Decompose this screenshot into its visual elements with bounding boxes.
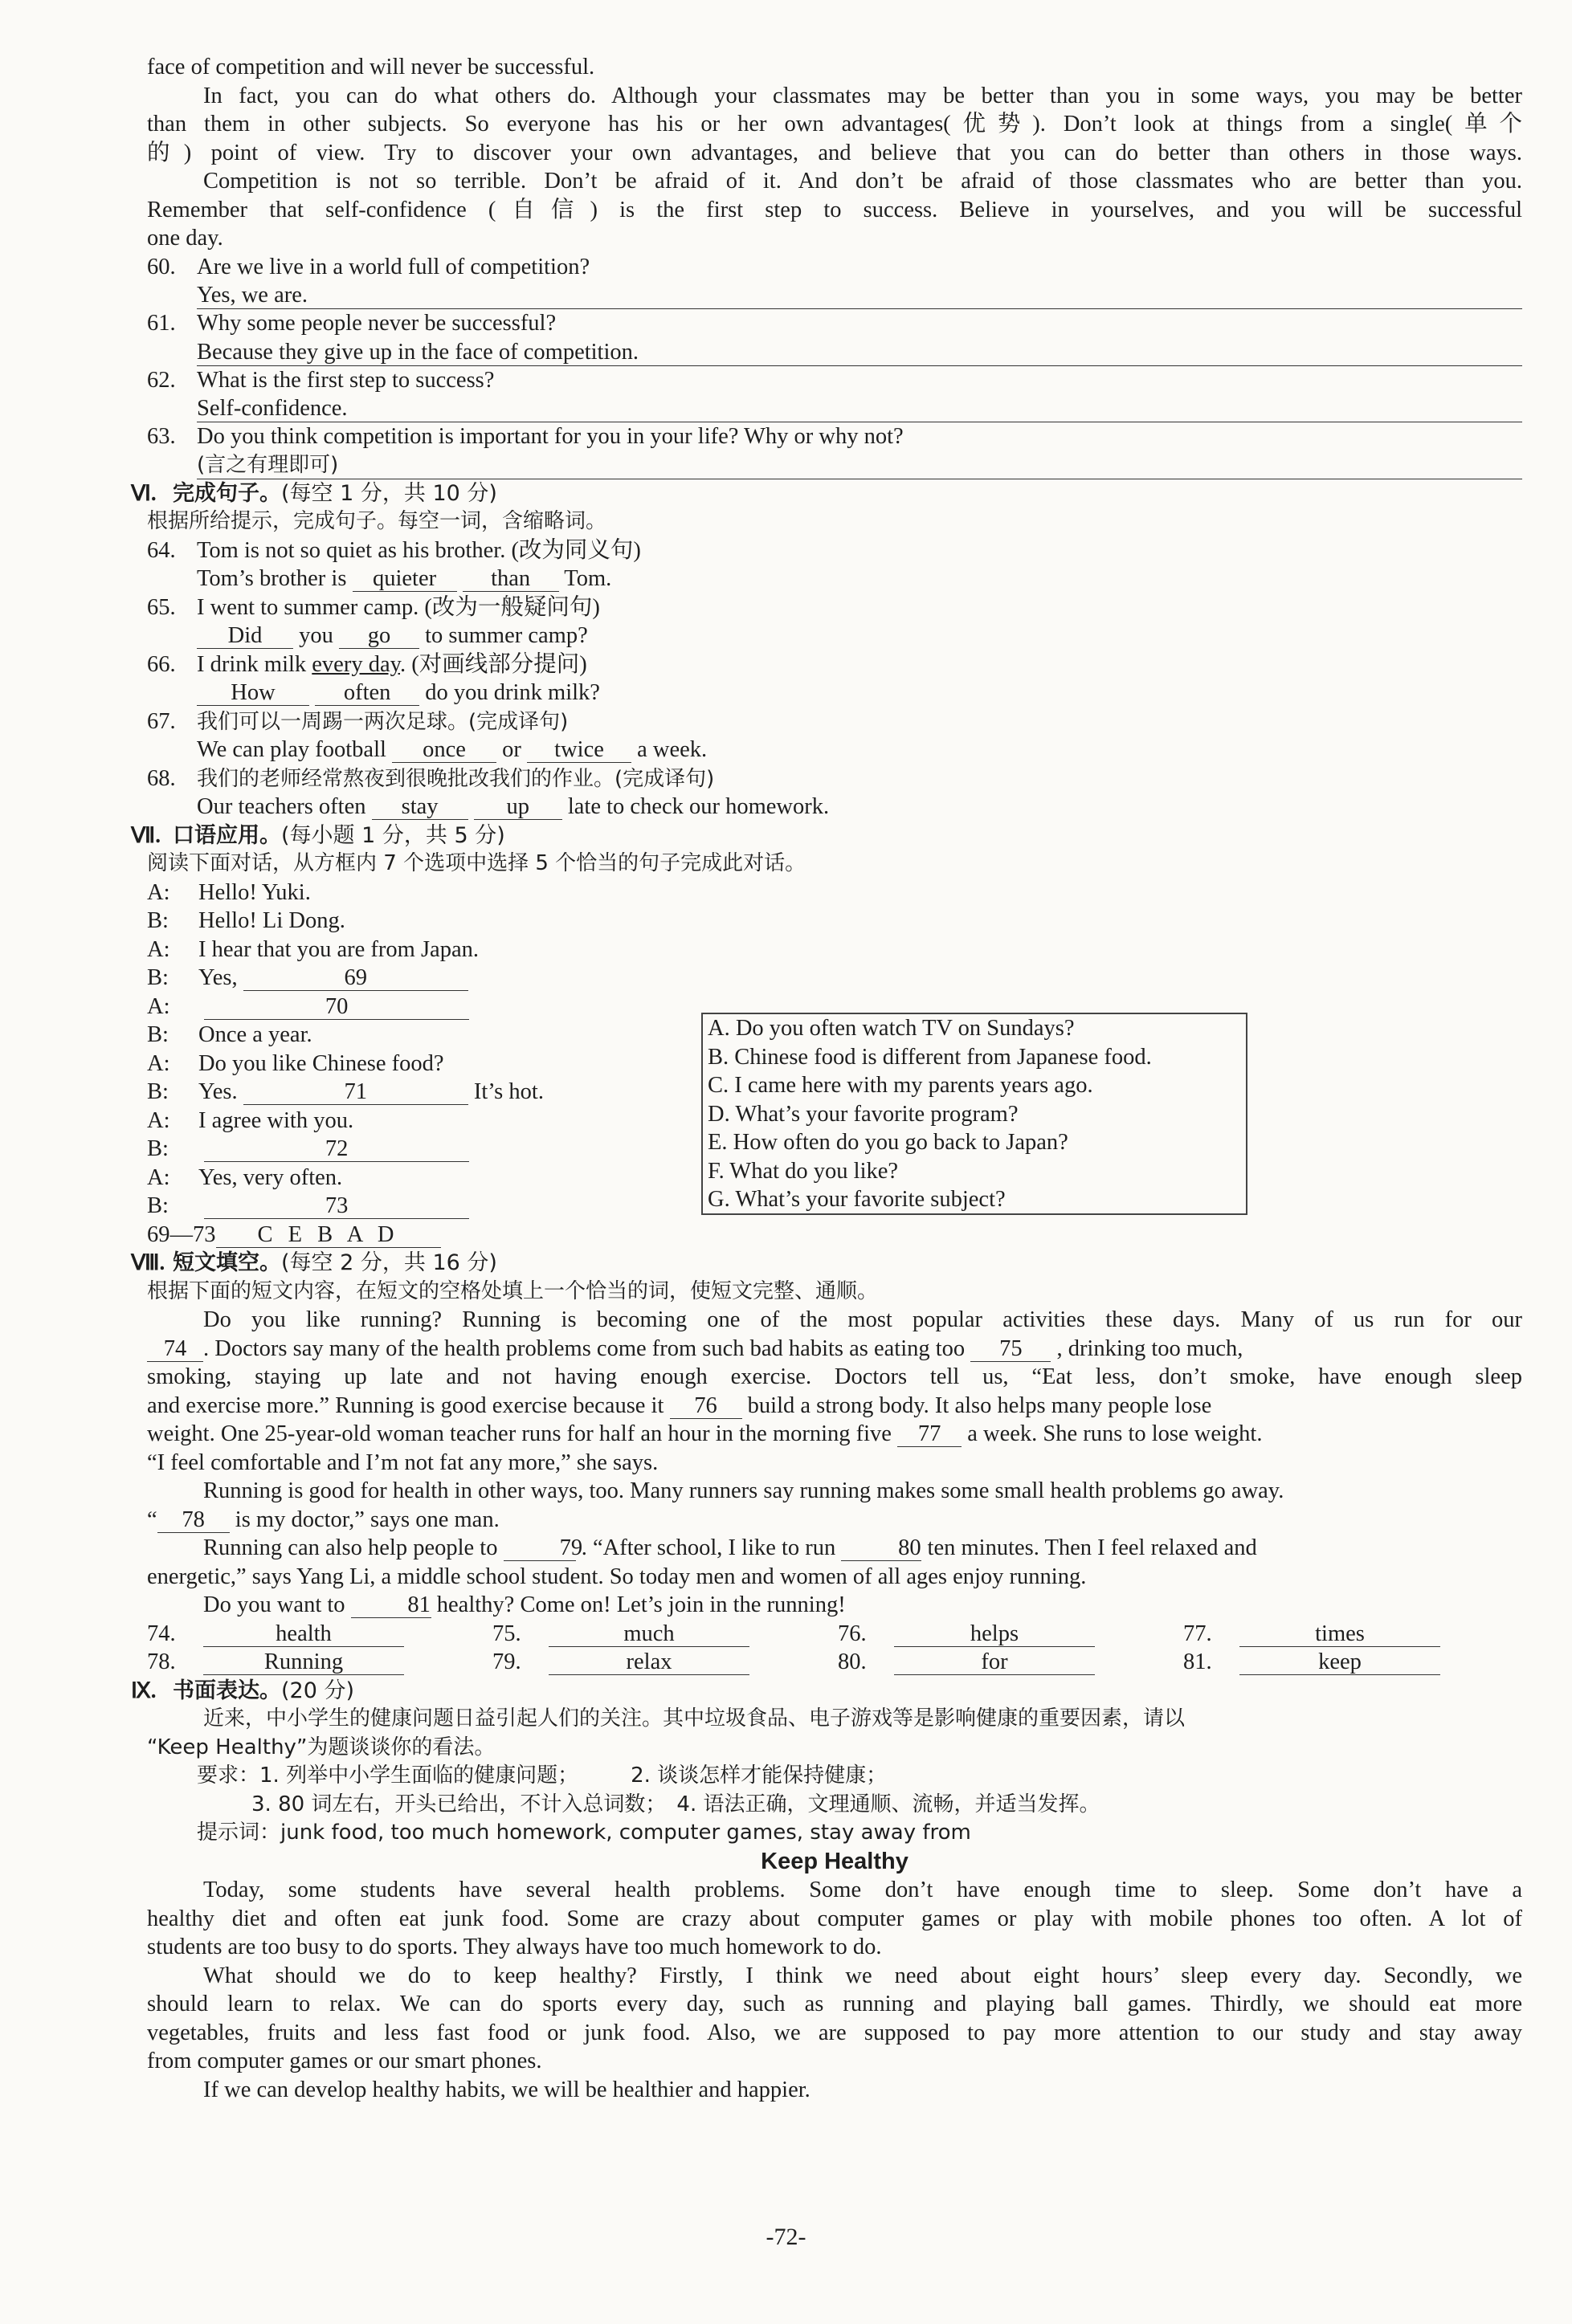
essay-line: from computer games or our smart phones. [147, 2049, 542, 2073]
cloze-line: Running is good for health in other ways, too. Many runners say running makes some small health problems go away. [203, 1478, 1284, 1503]
text: to summer camp? [425, 623, 588, 648]
dialogue-line [147, 879, 1522, 907]
cloze-answer [838, 1620, 1095, 1649]
passage-line: 的) point of view. Try to discover your own advantages, and believe that you can do better than others in those ways. [147, 140, 1522, 165]
section-cloze [131, 1249, 1522, 1677]
speaker-label: A: [147, 993, 170, 1019]
cloze-answer [492, 1620, 749, 1649]
section-instruction: 阅读下面对话，从方框内 7 个选项中选择 5 个恰当的句子完成此对话。 [147, 851, 806, 875]
item-67-answer [147, 736, 1522, 764]
dialogue-text: Yes, [198, 965, 238, 990]
essay-line: If we can develop healthy habits, we will be healthier and happier. [203, 2077, 810, 2102]
cloze-line [147, 1392, 1522, 1421]
item-68 [147, 764, 1522, 793]
answer-blank: health [203, 1622, 404, 1647]
section-heading [131, 1677, 1522, 1706]
reading-passage [147, 53, 1522, 253]
dialogue-text: It’s hot. [473, 1079, 544, 1104]
cloze-line [147, 1534, 1522, 1563]
answer-blank: Running [203, 1650, 404, 1675]
speaker-label: B: [147, 1022, 169, 1047]
item-68-answer [147, 793, 1522, 822]
dialogue-blank: 70 [204, 995, 469, 1020]
speaker-label: B: [147, 965, 169, 990]
text: Our teachers often [197, 794, 366, 819]
dialogue-line [147, 964, 1522, 993]
passage-line: In fact, you can do what others do. Although your classmates may be better than you in some ways, you may be better [203, 83, 1522, 108]
dialogue-blank: 72 [204, 1137, 469, 1162]
text: Running can also help people to [203, 1535, 498, 1560]
essay-line: What should we do to keep healthy? Firstly, I think we need about eight hours’ sleep every day. Secondly, we [203, 1963, 1522, 1988]
option-c: C. I came here with my parents years ago. [708, 1073, 1093, 1098]
cloze-line: Do you like running? Running is becoming one of the most popular activities these days. Many of us run for our [203, 1307, 1522, 1332]
text: ten minutes. Then I feel relaxed and [927, 1535, 1257, 1560]
question-text: Do you think competition is important for you in your life? Why or why not? [197, 424, 904, 449]
dialogue-text: I hear that you are from Japan. [198, 936, 479, 962]
answer-blank: much [549, 1622, 749, 1647]
item-prompt: 我们可以一周踢一两次足球。(完成译句) [197, 709, 569, 734]
cloze-answer [147, 1648, 404, 1677]
text: We can play football [197, 737, 386, 762]
answer-blank: up [474, 795, 562, 820]
section-heading [131, 822, 1522, 850]
cloze-blank: 79 [504, 1536, 576, 1561]
cloze-blank: 80 [841, 1536, 921, 1561]
item-66-answer [147, 679, 1522, 707]
answer-blank: Did [197, 624, 293, 649]
answer-blank: relax [549, 1650, 749, 1675]
essay-title: Keep Healthy [761, 1848, 908, 1874]
option-a: A. Do you often watch TV on Sundays? [708, 1016, 1075, 1041]
section-instruction: 根据所给提示，完成句子。每空一词，含缩略词。 [147, 509, 607, 533]
cloze-line [147, 1506, 1522, 1535]
answer-blank: C E B A D [216, 1223, 441, 1248]
question-number: 60. [147, 254, 176, 279]
dialogue-text: Once a year. [198, 1022, 312, 1047]
question-number: 63. [147, 424, 176, 449]
cloze-answer-row [147, 1620, 1522, 1649]
question-60 [147, 253, 1522, 282]
writing-prompt: “Keep Healthy”为题谈谈你的看法。 [147, 1735, 496, 1759]
cloze-blank: 76 [670, 1394, 742, 1419]
item-number: 64. [147, 537, 176, 563]
section-score-note: (每小题 1 分，共 5 分) [281, 822, 505, 848]
text: healthy? Come on! Let’s join in the running! [436, 1592, 846, 1617]
page-number: -72- [766, 2224, 806, 2250]
text: . Doctors say many of the health problems come from such bad habits as eating too [203, 1335, 966, 1361]
section-numeral: Ⅵ. [131, 480, 157, 505]
answer-number: 77. [1183, 1621, 1212, 1646]
passage-line: face of competition and will never be successful. [147, 55, 595, 80]
writing-requirement: 要求：1. 列举中小学生面临的健康问题； 2. 谈谈怎样才能保持健康； [197, 1763, 888, 1788]
essay-line: healthy diet and often eat junk food. Some are crazy about computer games or play with mobile phones too often. A lot of [147, 1906, 1522, 1931]
text: weight. One 25-year-old woman teacher runs for half an hour in the morning five [147, 1421, 892, 1446]
text: . “After school, I like to run [581, 1535, 836, 1560]
text: late to check our homework. [567, 794, 830, 819]
section-score-note: (20 分) [281, 1678, 355, 1703]
text: you [299, 623, 333, 648]
answer-blank: times [1239, 1622, 1440, 1647]
section-score-note: (每空 1 分，共 10 分) [281, 480, 497, 506]
answer-number: 76. [838, 1621, 867, 1646]
cloze-blank: 78 [157, 1508, 230, 1533]
text: a week. She runs to lose weight. [967, 1421, 1263, 1446]
option-b: B. Chinese food is different from Japanese food. [708, 1044, 1152, 1070]
cloze-line: “I feel comfortable and I’m not fat any more,” she says. [147, 1449, 659, 1475]
item-prompt: I drink milk [197, 651, 312, 677]
item-number: 67. [147, 708, 176, 734]
answer-label: 69—73 [147, 1221, 216, 1247]
question-text: Why some people never be successful? [197, 311, 557, 336]
item-prompt: . (对画线部分提问) [400, 651, 587, 677]
section-numeral: Ⅷ. [131, 1250, 165, 1274]
question-number: 62. [147, 367, 176, 393]
passage-line: Remember that self-confidence (自信) is the first step to success. Believe in yourselves, and you will be successful [147, 197, 1522, 222]
question-62 [147, 366, 1522, 395]
cloze-line [147, 1335, 1522, 1364]
answer-number: 75. [492, 1621, 521, 1646]
writing-prompt: 近来，中小学生的健康问题日益引起人们的关注。其中垃圾食品、电子游戏等是影响健康的重要因素，请以 [203, 1706, 1186, 1731]
text: do you drink milk? [425, 680, 600, 705]
text: , drinking too much, [1056, 1335, 1243, 1361]
dialogue-text: Yes. [198, 1079, 238, 1104]
answer-number: 78. [147, 1649, 176, 1674]
essay-line: should learn to relax. We can do sports every day, such as running and playing ball games. Thirdly, we should eat more [147, 1992, 1522, 2016]
options-box [701, 1013, 1247, 1215]
section-title: 完成句子。 [173, 480, 281, 506]
speaker-label: B: [147, 1079, 169, 1104]
answer-number: 74. [147, 1621, 176, 1646]
dialogue-line [147, 936, 1522, 964]
section-heading [131, 479, 1522, 508]
item-65 [147, 593, 1522, 622]
answer-63: (言之有理即可) [197, 451, 1522, 479]
writing-hint: 提示词：junk food, too much homework, computer games, stay away from [197, 1820, 971, 1845]
answer-number: 81. [1183, 1649, 1212, 1674]
passage-line: Competition is not so terrible. Don’t be afraid of it. And don’t be afraid of those classmates who are better than you. [203, 169, 1522, 194]
answer-blank: keep [1239, 1650, 1440, 1675]
speaker-label: A: [147, 1164, 170, 1190]
dialogue-blank: 71 [243, 1080, 468, 1105]
text: “ [147, 1507, 157, 1532]
passage-line: than them in other subjects. So everyone has his or her own advantages(优势). Don’t look at things from a single(单个 [147, 112, 1522, 137]
question-number: 61. [147, 311, 176, 336]
item-65-answer [147, 622, 1522, 650]
question-61 [147, 309, 1522, 338]
dialogue-blank: 73 [204, 1194, 469, 1219]
answer-62: Self-confidence. [197, 394, 1522, 422]
answer-number: 79. [492, 1649, 521, 1674]
cloze-line [147, 1591, 1522, 1620]
item-66 [147, 650, 1522, 679]
answer-blank: stay [372, 795, 468, 820]
option-f: F. What do you like? [708, 1158, 899, 1184]
dialogue-text: Yes, very often. [198, 1164, 343, 1190]
cloze-line: smoking, staying up late and not having enough exercise. Doctors tell us, “Eat less, don’t smoke, have enough sleep [147, 1364, 1522, 1389]
speaker-label: A: [147, 936, 170, 962]
section-writing [131, 1677, 1522, 2105]
dialogue-blank: 69 [243, 966, 468, 991]
answer-blank: than [463, 567, 559, 592]
passage-line: one day. [147, 226, 223, 251]
speaker-label: A: [147, 879, 170, 905]
cloze-answer [492, 1648, 749, 1677]
cloze-line [147, 1420, 1522, 1449]
item-prompt: Tom is not so quiet as his brother. (改为同义句) [197, 537, 641, 563]
cloze-answer [1183, 1648, 1440, 1677]
item-64-answer [147, 565, 1522, 593]
dialogue-line [147, 907, 1522, 936]
item-64 [147, 536, 1522, 565]
cloze-line: energetic,” says Yang Li, a middle school student. So today men and women of all ages enjoy running. [147, 1564, 1087, 1589]
answer-blank: go [339, 624, 419, 649]
answer-blank: helps [894, 1622, 1095, 1647]
option-g: G. What’s your favorite subject? [708, 1187, 1006, 1212]
cloze-blank: 81 [351, 1593, 431, 1618]
text: Tom. [564, 566, 612, 591]
section-score-note: (每空 2 分，共 16 分) [281, 1250, 497, 1275]
cloze-answer-row [147, 1648, 1522, 1677]
question-text: Are we live in a world full of competition? [197, 254, 590, 279]
section-numeral: Ⅸ. [131, 1678, 157, 1702]
question-answer-list [147, 253, 1522, 479]
section-numeral: Ⅶ. [131, 822, 161, 847]
dialogue-text: Hello! Yuki. [198, 879, 311, 905]
speaker-label: B: [147, 1193, 169, 1218]
section-title: 口语应用。 [173, 822, 281, 848]
item-number: 65. [147, 594, 176, 620]
section-title: 短文填空。 [173, 1250, 281, 1275]
section-instruction: 根据下面的短文内容，在短文的空格处填上一个恰当的词，使短文完整、通顺。 [147, 1278, 879, 1303]
section-heading [131, 1249, 1522, 1278]
dialogue-answer [147, 1221, 1522, 1250]
section-title: 书面表达。 [173, 1678, 281, 1703]
dialogue-text: Hello! Li Dong. [198, 908, 345, 933]
underlined-part: every day [312, 651, 400, 677]
answer-60: Yes, we are. [197, 281, 1522, 309]
essay-line: vegetables, fruits and less fast food or junk food. Also, we are supposed to pay more attention to our study and stay away [147, 2020, 1522, 2045]
page-content [131, 53, 1522, 2104]
text: build a strong body. It also helps many people lose [747, 1392, 1212, 1418]
essay-line: students are too busy to do sports. They always have too much homework to do. [147, 1935, 882, 1959]
cloze-blank: 77 [897, 1422, 962, 1447]
speaker-label: A: [147, 1107, 170, 1133]
option-e: E. How often do you go back to Japan? [708, 1130, 1068, 1155]
answer-61: Because they give up in the face of competition. [197, 338, 1522, 366]
section-complete-sentences [131, 479, 1522, 822]
cloze-blank: 75 [970, 1337, 1051, 1362]
answer-blank: How [197, 681, 309, 706]
answer-blank: quieter [353, 567, 457, 592]
text: Tom’s brother is [197, 566, 347, 591]
item-prompt: I went to summer camp. (改为一般疑问句) [197, 594, 600, 620]
speaker-label: B: [147, 908, 169, 933]
speaker-label: B: [147, 1136, 169, 1161]
answer-number: 80. [838, 1649, 867, 1674]
option-d: D. What’s your favorite program? [708, 1101, 1019, 1127]
dialogue-text: Do you like Chinese food? [198, 1050, 444, 1076]
text: Do you want to [203, 1592, 345, 1617]
text: a week. [637, 737, 708, 762]
answer-blank: once [392, 738, 496, 763]
cloze-blank: 74 [147, 1337, 203, 1362]
speaker-label: A: [147, 1050, 170, 1076]
question-63 [147, 422, 1522, 451]
cloze-answer [147, 1620, 404, 1649]
answer-blank: often [315, 681, 419, 706]
essay-line: Today, some students have several health problems. Some don’t have enough time to sleep. Some don’t have a [203, 1878, 1522, 1902]
item-number: 68. [147, 765, 176, 791]
item-number: 66. [147, 651, 176, 677]
cloze-answer [1183, 1620, 1440, 1649]
dialogue-text: I agree with you. [198, 1107, 354, 1133]
text: or [502, 737, 521, 762]
cloze-answer [838, 1648, 1095, 1677]
item-prompt: 我们的老师经常熬夜到很晚批改我们的作业。(完成译句) [197, 766, 715, 791]
answer-blank: twice [527, 738, 631, 763]
item-67 [147, 707, 1522, 736]
answer-blank: for [894, 1650, 1095, 1675]
text: and exercise more.” Running is good exercise because it [147, 1392, 664, 1418]
question-text: What is the first step to success? [197, 367, 495, 393]
text: is my doctor,” says one man. [235, 1507, 500, 1532]
writing-requirement: 3. 80 词左右，开头已给出，不计入总词数； 4. 语法正确，文理通顺、流畅，并适当发挥。 [251, 1792, 1100, 1816]
cloze-answer-grid [147, 1620, 1522, 1677]
